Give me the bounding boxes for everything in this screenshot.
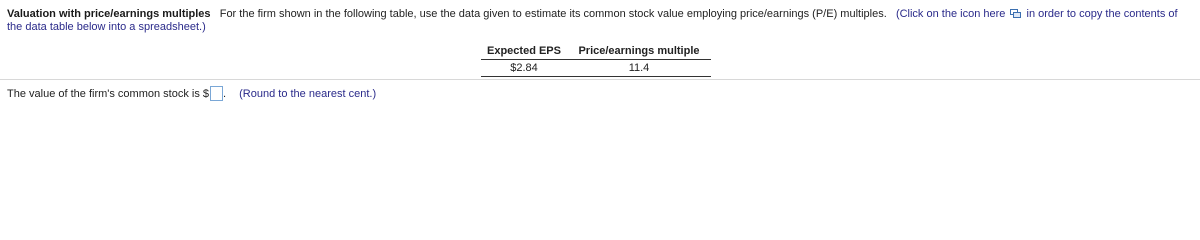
rounding-hint: (Round to the nearest cent.)	[239, 88, 377, 100]
data-table	[481, 43, 711, 77]
problem-title: Valuation with price/earnings multiples	[7, 8, 211, 20]
answer-input[interactable]	[210, 86, 223, 101]
problem-text: For the firm shown in the following table, use the data given to estimate its common stock value employing price/earnings (P/E) multiples.	[219, 8, 887, 20]
header-expected-eps: Expected EPS	[481, 43, 567, 60]
table-row	[481, 60, 711, 77]
cell-pe-multiple: 11.4	[567, 60, 711, 77]
section-divider	[0, 79, 1200, 80]
table-header-row	[481, 43, 711, 60]
cell-expected-eps: $2.84	[481, 60, 567, 77]
copy-instruction-start: (Click on the icon here	[895, 8, 1006, 20]
answer-prompt: The value of the firm's common stock is $	[7, 88, 210, 100]
header-pe-multiple: Price/earnings multiple	[567, 43, 711, 60]
problem-statement	[7, 8, 1195, 34]
answer-line	[7, 86, 376, 102]
copy-instruction-end: in order to copy the contents of the data table below into a spreadsheet.)	[7, 8, 1178, 33]
answer-period: .	[223, 88, 227, 100]
copy-to-spreadsheet-icon[interactable]	[1010, 9, 1021, 18]
